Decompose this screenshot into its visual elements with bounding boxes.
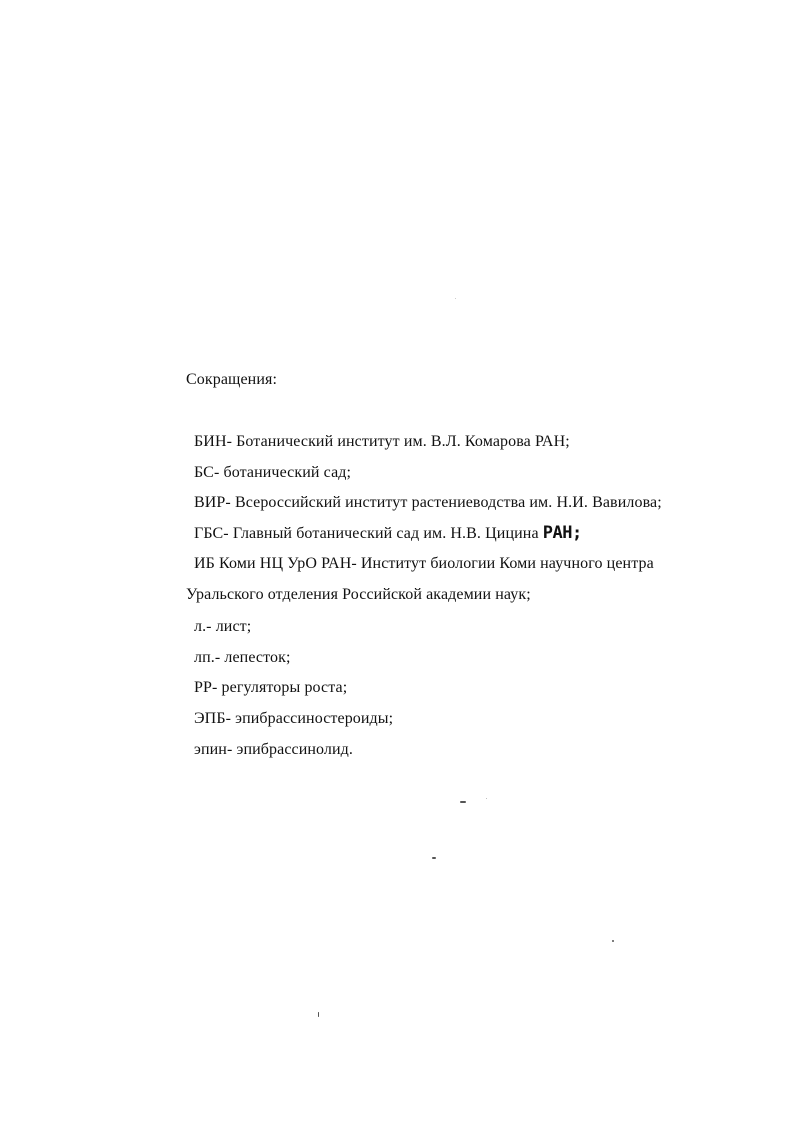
scan-speck: [460, 801, 466, 803]
list-item-l: л.- лист;: [194, 618, 252, 635]
list-item-bs: БС- ботанический сад;: [194, 464, 352, 481]
list-item-gbs: [194, 523, 582, 544]
list-item-rr: РР- регуляторы роста;: [194, 679, 348, 696]
list-item-epb: ЭПБ- эпибрассиностероиды;: [194, 710, 394, 727]
abbreviations-heading: Сокращения:: [186, 371, 277, 388]
list-item-ib-komi: ИБ Коми НЦ УрО РАН- Институт биологии Коми научного центра: [194, 555, 654, 572]
list-item-vir: ВИР- Всероссийский институт растениеводства им. Н.И. Вавилова;: [194, 494, 662, 511]
scan-speck: [318, 1012, 319, 1017]
list-item-ib-komi-continuation: Уральского отделения Российской академии наук;: [186, 586, 531, 603]
scan-speck: [612, 940, 614, 942]
list-item-lp: лп.- лепесток;: [194, 649, 291, 666]
scan-speck: [455, 298, 456, 299]
handwritten-correction: РАН;: [542, 523, 582, 543]
scan-speck: [432, 857, 436, 859]
gbs-text: ГБС- Главный ботанический сад им. Н.В. Цицина: [194, 525, 543, 542]
scan-speck: [486, 798, 487, 799]
list-item-epin: эпин- эпибрассинолид.: [194, 741, 354, 758]
list-item-bin: БИН- Ботанический институт им. В.Л. Комарова РАН;: [194, 433, 570, 450]
